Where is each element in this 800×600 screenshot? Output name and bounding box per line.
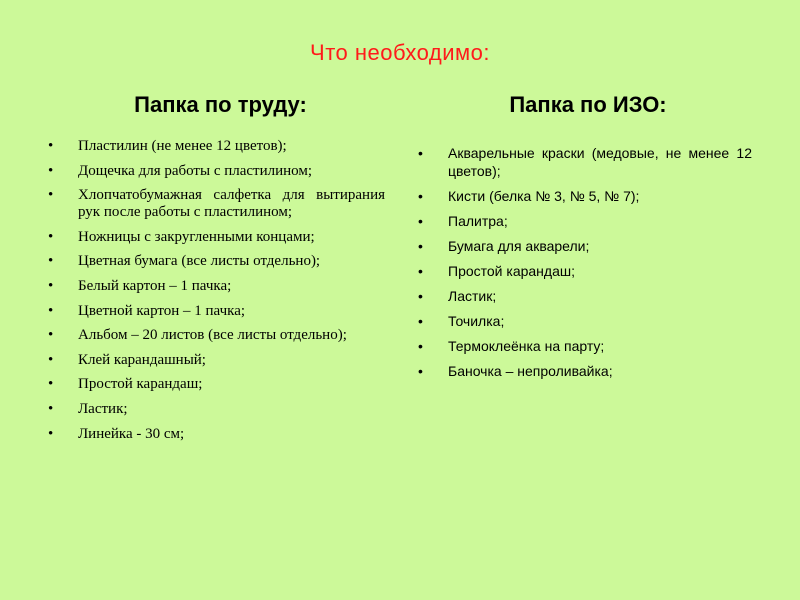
bullet-icon: • [418, 363, 423, 379]
bullet-icon: • [418, 238, 423, 254]
bullet-icon: • [48, 400, 54, 417]
list-item-text: Клей карандашный; [78, 351, 206, 368]
list-item [48, 426, 385, 443]
bullet-icon: • [48, 253, 54, 270]
bullet-icon: • [48, 327, 54, 344]
list-item-text: Простой карандаш; [78, 376, 203, 393]
bullet-icon: • [48, 351, 54, 368]
list-item [418, 262, 752, 280]
list-item [48, 229, 385, 246]
bullet-icon: • [48, 302, 54, 319]
list-item [418, 337, 752, 355]
list-item [48, 138, 385, 155]
list-item-text: Цветной картон – 1 пачка; [78, 302, 246, 319]
list-item-text: Кисти (белка № 3, № 5, № 7); [448, 188, 640, 204]
list-item [418, 144, 752, 180]
bullet-icon: • [418, 213, 423, 229]
bullet-icon: • [48, 138, 54, 154]
list-item [418, 287, 752, 305]
list-item [418, 312, 752, 330]
list-item-text: Точилка; [448, 313, 505, 329]
list-item-text: Ластик; [78, 400, 128, 417]
bullet-icon: • [48, 425, 54, 442]
left-supply-list [48, 138, 385, 450]
right-supply-list [418, 144, 752, 387]
right-column-heading: Папка по ИЗО: [509, 92, 667, 117]
list-item-text: Хлопчатобумажная салфетка для вытирания рук после работы с пластилином; [78, 187, 385, 221]
list-item-text: Дощечка для работы с пластилином; [78, 162, 313, 179]
list-item [48, 376, 385, 393]
bullet-icon: • [48, 277, 54, 294]
bullet-icon: • [418, 313, 423, 329]
list-item [418, 212, 752, 230]
bullet-icon: • [48, 187, 54, 204]
list-item [48, 352, 385, 369]
list-item [48, 327, 385, 344]
slide-title: Что необходимо: [310, 40, 490, 65]
list-item [48, 163, 385, 180]
list-item-text: Альбом – 20 листов (все листы отдельно); [78, 327, 347, 344]
left-column-heading: Папка по труду: [134, 92, 307, 117]
bullet-icon: • [418, 145, 423, 161]
bullet-icon: • [418, 263, 423, 279]
list-item-text: Ножницы с закругленными концами; [78, 228, 315, 245]
list-item-text: Палитра; [448, 213, 508, 229]
list-item [48, 278, 385, 295]
list-item-text: Простой карандаш; [448, 263, 575, 279]
list-item [48, 401, 385, 418]
list-item [418, 237, 752, 255]
list-item-text: Цветная бумага (все листы отдельно); [78, 253, 321, 270]
list-item-text: Термоклеёнка на парту; [448, 338, 605, 354]
list-item-text: Линейка - 30 см; [78, 425, 185, 442]
list-item-text: Баночка – непроливайка; [448, 363, 613, 379]
list-item-text: Пластилин (не менее 12 цветов); [78, 138, 287, 154]
list-item [418, 362, 752, 380]
bullet-icon: • [418, 338, 423, 354]
bullet-icon: • [418, 188, 423, 204]
bullet-icon: • [48, 228, 54, 245]
list-item [418, 187, 752, 205]
list-item-text: Белый картон – 1 пачка; [78, 277, 232, 294]
bullet-icon: • [48, 376, 54, 393]
list-item [48, 303, 385, 320]
list-item-text: Ластик; [448, 288, 497, 304]
bullet-icon: • [418, 288, 423, 304]
list-item-text: Акварельные краски (медовые, не менее 12 цветов); [448, 145, 752, 179]
list-item [48, 253, 385, 270]
bullet-icon: • [48, 162, 54, 179]
list-item-text: Бумага для акварели; [448, 238, 590, 254]
list-item [48, 187, 385, 221]
